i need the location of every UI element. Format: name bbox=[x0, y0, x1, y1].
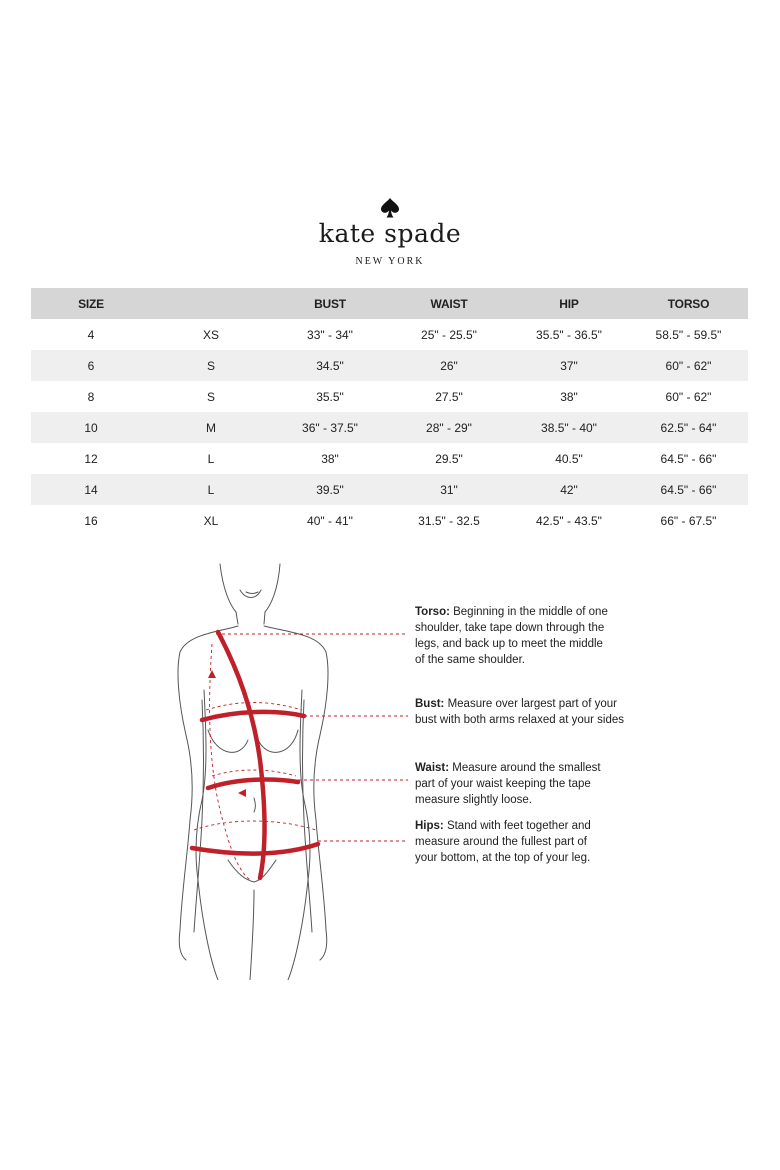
figure-neck-line bbox=[264, 564, 280, 624]
figure-lip-line bbox=[246, 592, 258, 594]
torso-note-label: Torso: bbox=[415, 606, 450, 618]
bust-back-line bbox=[206, 703, 302, 711]
cell-waist: 31.5" - 32.5 bbox=[418, 513, 480, 528]
table-row bbox=[31, 319, 748, 350]
cell-size: 12 bbox=[84, 451, 98, 466]
cell-size: 4 bbox=[87, 327, 95, 342]
cell-hip: 42.5" - 43.5" bbox=[536, 513, 602, 528]
cell-letter-size: S bbox=[151, 350, 271, 381]
header-hip: HIP bbox=[509, 288, 629, 319]
torso-note bbox=[415, 604, 610, 668]
arrow-up-icon bbox=[208, 670, 216, 678]
figure-left-arm bbox=[178, 626, 238, 960]
size-chart-table bbox=[31, 288, 748, 536]
torso-tape bbox=[218, 632, 265, 878]
figure-navel bbox=[254, 798, 256, 812]
bust-note-text: Measure over largest part of your bust with both arms relaxed at your sides bbox=[415, 698, 625, 726]
figure-neck-line bbox=[220, 564, 238, 624]
cell-hip: 40.5" bbox=[555, 451, 583, 466]
header-size: SIZE bbox=[31, 288, 151, 319]
brand-subtitle: NEW YORK bbox=[355, 256, 425, 267]
waist-note-text: Measure around the smallest part of your waist keeping the tape measure slightly loose. bbox=[415, 762, 601, 806]
cell-letter-size: S bbox=[206, 389, 215, 404]
cell-bust: 33" - 34" bbox=[307, 327, 353, 342]
cell-hip: 38" bbox=[560, 389, 578, 404]
bust-note-label: Bust: bbox=[415, 698, 445, 710]
cell-letter-size: L bbox=[151, 474, 271, 505]
waist-tape bbox=[208, 780, 298, 788]
table-row bbox=[31, 381, 748, 412]
cell-bust: 36" - 37.5" bbox=[271, 412, 389, 443]
cell-size: 8 bbox=[87, 389, 95, 404]
cell-hip: 37" bbox=[509, 350, 629, 381]
bust-note bbox=[415, 696, 625, 728]
cell-letter-size: M bbox=[151, 412, 271, 443]
hips-back-line bbox=[194, 821, 316, 830]
cell-hip: 35.5" - 36.5" bbox=[536, 327, 602, 342]
figure-torso-right bbox=[288, 690, 310, 980]
waist-note bbox=[415, 760, 615, 808]
cell-size: 14 bbox=[31, 474, 151, 505]
figure-torso-left bbox=[196, 690, 218, 980]
hips-tape bbox=[192, 844, 318, 854]
cell-hip: 42" bbox=[509, 474, 629, 505]
cell-torso: 58.5" - 59.5" bbox=[655, 327, 722, 342]
cell-bust: 35.5" bbox=[316, 389, 344, 404]
hips-note-label: Hips: bbox=[415, 820, 444, 832]
cell-bust: 38" bbox=[321, 451, 339, 466]
arrow-left-icon bbox=[238, 789, 246, 797]
header-bust: BUST bbox=[271, 288, 389, 319]
table-row bbox=[31, 505, 748, 536]
cell-waist: 26" bbox=[389, 350, 509, 381]
header-letter-size bbox=[151, 288, 271, 319]
cell-letter-size: XL bbox=[203, 513, 219, 528]
cell-torso: 64.5" - 66" bbox=[660, 451, 717, 466]
cell-bust: 40" - 41" bbox=[307, 513, 353, 528]
table-row bbox=[31, 474, 748, 505]
cell-torso: 64.5" - 66" bbox=[629, 474, 748, 505]
figure-inner-leg bbox=[250, 890, 254, 980]
figure-bust-curve bbox=[258, 730, 298, 752]
cell-letter-size: L bbox=[207, 451, 215, 466]
body-measurement-figure bbox=[168, 560, 418, 980]
hips-note bbox=[415, 818, 605, 866]
cell-torso: 60" - 62" bbox=[665, 389, 712, 404]
table-header-row bbox=[31, 288, 748, 319]
waist-note-label: Waist: bbox=[415, 762, 450, 774]
waist-back-line bbox=[212, 770, 296, 776]
cell-torso: 62.5" - 64" bbox=[629, 412, 748, 443]
spade-icon bbox=[381, 198, 399, 218]
table-row bbox=[31, 350, 748, 381]
cell-torso: 60" - 62" bbox=[629, 350, 748, 381]
figure-right-arm bbox=[264, 626, 328, 960]
cell-letter-size: XS bbox=[202, 327, 219, 342]
cell-bust: 34.5" bbox=[271, 350, 389, 381]
cell-waist: 29.5" bbox=[435, 451, 463, 466]
table-row bbox=[31, 443, 748, 474]
figure-crotch-line bbox=[228, 860, 276, 882]
cell-bust: 39.5" bbox=[271, 474, 389, 505]
cell-waist: 25" - 25.5" bbox=[421, 327, 477, 342]
header-waist: WAIST bbox=[389, 288, 509, 319]
table-row bbox=[31, 412, 748, 443]
cell-size: 10 bbox=[31, 412, 151, 443]
cell-hip: 38.5" - 40" bbox=[509, 412, 629, 443]
cell-waist: 28" - 29" bbox=[389, 412, 509, 443]
cell-waist: 27.5" bbox=[435, 389, 463, 404]
cell-waist: 31" bbox=[389, 474, 509, 505]
figure-bust-curve bbox=[208, 730, 248, 752]
hips-note-text: Stand with feet together and measure around the fullest part of your bottom, at the top of your leg. bbox=[415, 820, 591, 864]
cell-size: 16 bbox=[84, 513, 98, 528]
brand-name: kate spade bbox=[318, 219, 462, 248]
cell-size: 6 bbox=[31, 350, 151, 381]
cell-torso: 66" - 67.5" bbox=[660, 513, 717, 528]
torso-return-path bbox=[210, 644, 250, 880]
header-torso: TORSO bbox=[629, 288, 748, 319]
torso-note-text: Beginning in the middle of one shoulder, take tape down through the legs, and back up to meet the middle of the same shoulder. bbox=[415, 606, 608, 666]
brand-logo bbox=[0, 198, 780, 267]
